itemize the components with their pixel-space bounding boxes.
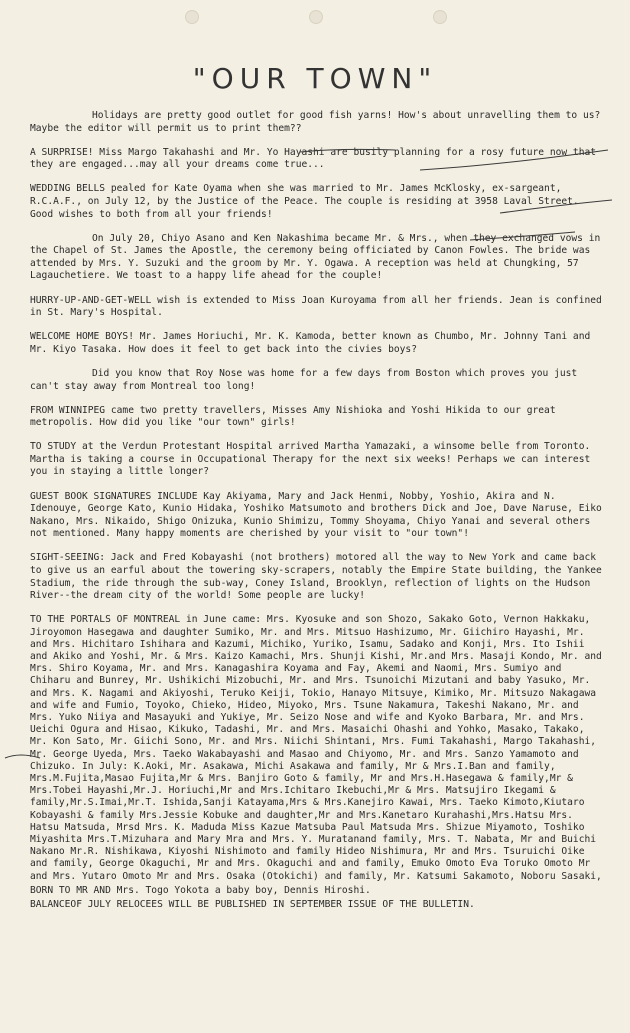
paragraph-portals: TO THE PORTALS OF MONTREAL in June came: Mrs. Kyosuke and son Shozo, Sakako Goto, Vernon Hakkaku, Jiroyomon Hasegawa and daughter Sumiko, Mr. and Mrs. Mitsuo Hashizumo, Mr. Giichiro Hayashi, Mr. and Mrs. Hichitaro Ishihara and Kazumi, Michiko, Yuriko, Isamu, Sadako and Konji, Mrs. Ito Ishii and Akiko and Yoshi, Mr. & Mrs. Kaizo Kamachi, Mrs. Shunji Kishi, Mr.and Mrs. Masaji Kondo, Mr. and Mrs. Shiro Koyama, Mr. and Mrs. Kanagashira Koyama and Fay, Akemi and Naomi, Mrs. Sumiyo and Chiharu and Bunrey, Mr. Ushikichi Mizobuchi, Mr. and Mrs. Tsunoichi Mizutani and baby Yasuko, Mr. and Mrs. K. Nagami and Akiyoshi, Teruko Keiji, Tokio, Hanayo Mitsuye, Kimiko, Mr. Mitsuzo Nakagawa and wife and Fumio, Toyoko, Chieko, Hideo, Miyoko, Mrs. Tsune Nakamura, Takeshi Nakano, Mr. and Mrs. Yuko Niiya and Masayuki and Yukiye, Mr. Seizo Nose and wife and Kyoko Barbara, Mr. and Mrs. Ueichi Ogura and Hisao, Kikuko, Tadashi, Mr. and Mrs. Masaichi Ohashi and Yohko, Masako, Takako, Mr. Kon Sato, Mr. Giichi Sono, Mr. and Mrs. Niichi Shintani, Mrs. Fumi Takahashi, Margo Takahashi, Mr. George Uyeda, Mrs. Taeko Wakabayashi and Masao and Chiyomo, Mr. and Mrs. Sanzo Yamamoto and Chizuko. In July: K.Aoki, Mr. Asakawa, Michi Asakawa and family, Mr & Mrs.I.Ban and family, Mrs.M.Fujita,Masao Fujita,Mr & Mrs. Banjiro Goto & family, Mr and Mrs.H.Hasegawa & family,Mr & Mrs.Tobei Hayashi,Mr.J. Horiuchi,Mr and Mrs.Ichitaro Ikebuchi,Mr & Mrs. Matsujiro Ikegami & family,Mr.S.Imai,Mr.T. Ishida,Sanji Katayama,Mrs & Mrs.Kanejiro Kawai, Mrs. Taeko Kimoto,Kiutaro Kobayashi & family Mrs.Jessie Kobuke and daughter,Mr and Mrs.Kanetaro Kurahashi,Mrs.Hatsu Mrs. Hatsu Matsuda, Mrsd Mrs. K. Maduda Miss Kazue Matsuba Paul Matsuda Mrs. Shizue Miyamoto, Toshiko Miyashita Mrs.T.Mizuhara and Mary Mra and Mrs. Y. Muratanand family, Mrs. T. Nabata, Mr and Buichi Nakano Mr.R. Nishikawa, Kiyoshi Nishimoto and family Hideo Nishimura, Mr and Mrs. Tsuruichi Oike and family, George Okaguchi, Mr and Mrs. Okaguchi and and family, Emuko Omoto Eva Toruko Omoto Mr and Mrs. Yutaro Omoto Mr and Mrs. Osaka (Otokichi) and family, Mr. Katsumi Sakamoto, Noboru Sasaki, [30,614,608,882]
page-title: "OUR TOWN" [192,62,438,95]
paragraph-born: BORN TO MR AND Mrs. Togo Yokota a baby boy, Dennis Hiroshi. [30,884,371,896]
article-body [30,110,608,923]
paragraph-roy-nose: Did you know that Roy Nose was home for a few days from Boston which proves you just can't stay away from Montreal too long! [30,367,583,392]
paragraph-winnipeg: FROM WINNIPEG came two pretty travellers, Misses Amy Nishioka and Yoshi Hikida to our great metropolis. How did you like "our town" girls! [30,404,562,429]
paragraph-balance: BALANCEOF JULY RELOCEES WILL BE PUBLISHED IN SEPTEMBER ISSUE OF THE BULLETIN. [30,899,475,911]
paragraph-to-study: TO STUDY at the Verdun Protestant Hospital arrived Martha Yamazaki, a winsome belle from Toronto. Martha is taking a course in Occupational Therapy for the next six weeks! Perhaps we can interest you in staying a little longer? [30,441,597,478]
punch-hole [185,10,199,24]
punch-hole [433,10,447,24]
paragraph-surprise: A SURPRISE! Miss Margo Takahashi and Mr. Yo Hayashi are busily planning for a rosy future now that they are engaged...may all your dreams come true... [30,146,602,171]
paragraph-wedding-bells: WEDDING BELLS pealed for Kate Oyama when she was married to Mr. James McKlosky, ex-sargeant, R.C.A.F., on July 12, by the Justice of the Peace. The couple is residing at 3958 Laval Street. Good wishes to both from all your friends! [30,183,585,220]
paragraph-welcome-home: WELCOME HOME BOYS! Mr. James Horiuchi, Mr. K. Kamoda, better known as Chumbo, Mr. Johnny Tani and Mr. Kiyo Tasaka. How does it feel to get back into the civies boys? [30,331,597,355]
paragraph-sight-seeing: SIGHT-SEEING: Jack and Fred Kobayashi (not brothers) motored all the way to New York and came back to give us an earful about the towering sky-scrapers, notably the Empire State building, the Yankee Stadium, the ride through the sub-way, Coney Island, Brooklyn, reflection of lights on the Hudson River--the dream city of the world! Some people are lucky! [30,552,608,602]
paragraph-chapel-wedding: On July 20, Chiyo Asano and Ken Nakashima became Mr. & Mrs., when they exchanged vows in the Chapel of St. James the Apostle, the ceremony being officiated by Canon Fowles. The bride was attended by Mrs. Y. Suzuki and the groom by Mr. Y. Ogawa. A reception was held at Chungking, 57 Lagauchetiere. We toast to a happy life ahead for the couple! [30,232,607,282]
paragraph-guest-book: GUEST BOOK SIGNATURES INCLUDE Kay Akiyama, Mary and Jack Henmi, Nobby, Yoshio, Akira and N. Idenouye, George Kato, Kunio Hidaka, Yoshiko Matsumoto and brothers Dick and Joe, Dave Naruse, Eiko Nakano, Mrs. Nikaido, Shigo Onizuka, Kunio Shimizu, Tommy Shoyama, Chiyo Yanai and several others not mentioned. Many happy moments are cherished by your visit to "our town"! [30,490,608,540]
punch-hole [309,10,323,24]
paragraph-holidays: Holidays are pretty good outlet for good fish yarns! How's about unravelling them to us? Maybe the editor will permit us to print them?? [30,110,607,134]
paragraph-get-well: HURRY-UP-AND-GET-WELL wish is extended to Miss Joan Kuroyama from all her friends. Jean is confined in St. Mary's Hospital. [30,294,608,319]
